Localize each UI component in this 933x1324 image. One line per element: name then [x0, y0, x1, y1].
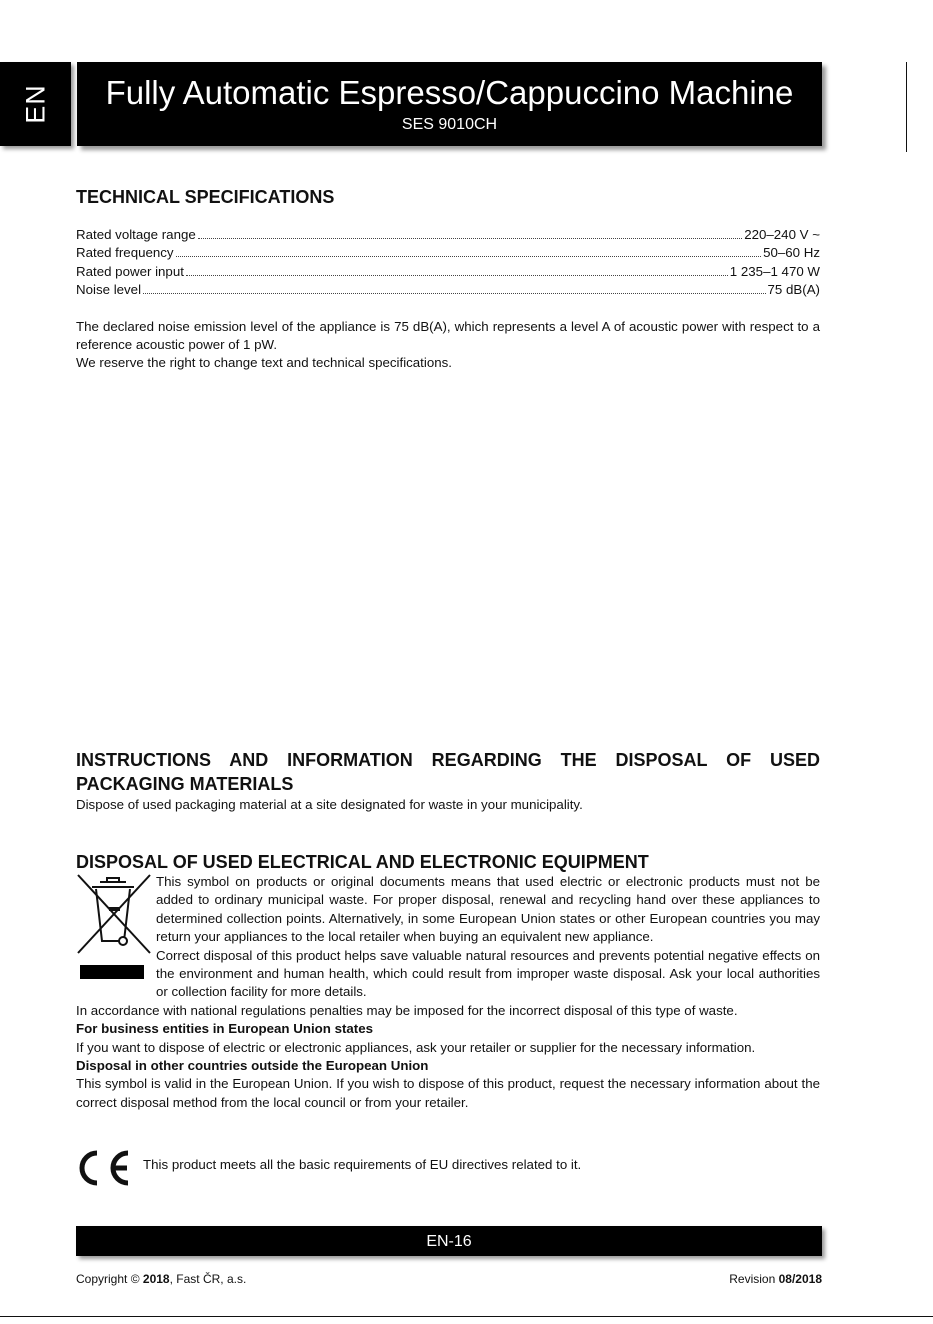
spec-value: 220–240 V ~: [744, 227, 820, 242]
revision-label: Revision: [729, 1272, 776, 1286]
language-label: EN: [20, 84, 50, 124]
spec-row-power: [76, 263, 820, 281]
weee-symbol: [76, 873, 154, 990]
dot-leader: [186, 275, 728, 276]
copyright: Copyright © 2018, Fast ČR, a.s.: [76, 1272, 247, 1286]
dot-leader: [143, 293, 765, 294]
weee-paragraph-1: This symbol on products or original documents means that used electric or electronic products must not be added to ordinary municipal waste. For proper disposal, renewal and recycling hand over these appliances to determined collection points. Alternatively, in some European Union states or other European countries you may return your appliances to the local retailer when buying an equivalent new appliance.: [156, 874, 820, 945]
spec-value: 75 dB(A): [767, 282, 820, 298]
weee-paragraph-3: In accordance with national regulations penalties may be imposed for the incorrect disposal of this type of waste.: [76, 1002, 738, 1018]
copyright-prefix: Copyright ©: [76, 1272, 140, 1286]
noise-note: The declared noise emission level of the appliance is 75 dB(A), which represents a level A of acoustic power with respect to a reference acoustic power of 1 pW.: [76, 318, 820, 353]
spec-label: Rated power input: [76, 263, 184, 279]
title-bar: [77, 62, 822, 146]
packaging-text: Dispose of used packaging material at a site designated for waste in your municipality.: [76, 797, 583, 812]
reserve-note: We reserve the right to change text and technical specifications.: [76, 355, 452, 371]
spec-row-noise: [76, 281, 820, 299]
business-text: If you want to dispose of electric or electronic appliances, ask your retailer or supplier for the necessary information.: [76, 1039, 756, 1055]
weee-disposal-section: [76, 851, 820, 1112]
spec-label: Noise level: [76, 282, 142, 298]
revision-value: 08/2018: [778, 1272, 822, 1286]
business-heading: For business entities in European Union states: [76, 1021, 374, 1037]
copyright-owner: Fast ČR, a.s.: [176, 1272, 247, 1286]
dot-leader: [198, 238, 742, 239]
spec-value: 1 235–1 470 W: [729, 263, 820, 279]
packaging-heading: INSTRUCTIONS AND INFORMATION REGARDING THE DISPOSAL OF USED PACKAGING MATERIALS: [76, 750, 820, 794]
spec-label: Rated voltage range: [76, 227, 196, 242]
technical-specifications-section: [76, 186, 820, 373]
spec-row-frequency: [76, 244, 820, 262]
dot-leader: [176, 256, 762, 257]
other-countries-text: This symbol is valid in the European Union. If you wish to dispose of this product, request the necessary information about the correct disposal method from the local council or from your retailer.: [76, 1076, 820, 1110]
page-edge-rule: [906, 62, 907, 152]
ce-mark-icon: [75, 1150, 133, 1186]
weee-paragraph-2: Correct disposal of this product helps save valuable natural resources and prevents potential negative effects on the environment and human health, which could result from improper waste disposal. Ask your local authorities or collection facility for more details.: [156, 947, 820, 1000]
spec-value: 50–60 Hz: [763, 245, 820, 261]
ce-statement: This product meets all the basic requirements of EU directives related to it.: [143, 1157, 582, 1172]
specs-heading: TECHNICAL SPECIFICATIONS: [76, 187, 335, 207]
language-tab: [0, 62, 71, 146]
page-number-bar: [76, 1226, 822, 1256]
crossed-out-bin-icon: [76, 873, 152, 985]
copyright-year: 2018: [142, 1272, 170, 1286]
other-countries-heading: Disposal in other countries outside the European Union: [76, 1058, 429, 1074]
model-number: SES 9010CH: [401, 116, 498, 133]
document-title: Fully Automatic Espresso/Cappuccino Machine: [105, 74, 794, 111]
revision: [729, 1272, 822, 1286]
spec-row-voltage: [76, 226, 820, 244]
spec-label: Rated frequency: [76, 245, 174, 261]
packaging-disposal-section: [76, 748, 820, 814]
weee-heading: DISPOSAL OF USED ELECTRICAL AND ELECTRONIC EQUIPMENT: [76, 852, 649, 872]
bottom-rule: [0, 1316, 933, 1317]
page-number: EN-16: [426, 1233, 472, 1250]
